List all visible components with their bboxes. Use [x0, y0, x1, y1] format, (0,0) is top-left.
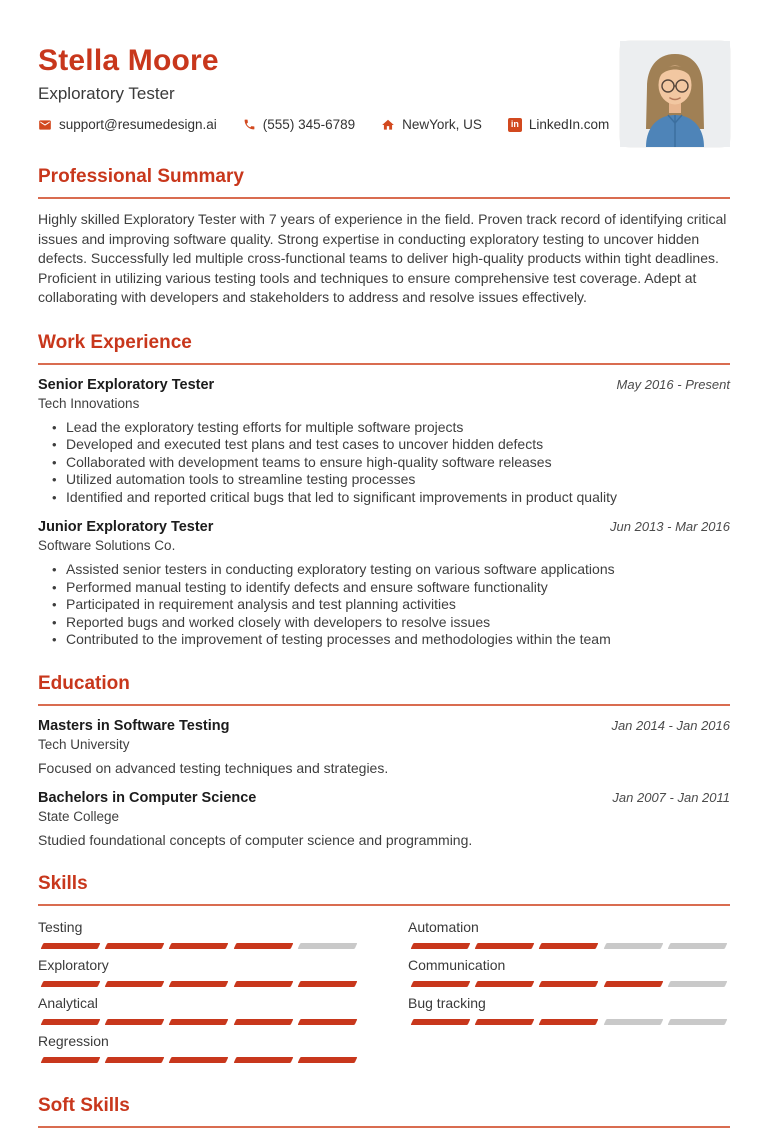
jobs-list [38, 376, 730, 649]
resume-header [38, 45, 730, 132]
job-bullet-list [38, 419, 730, 507]
education-school: State College [38, 808, 120, 824]
job-entry [38, 518, 730, 649]
education-entry [38, 717, 730, 777]
contact-label: support@resumedesign.ai [59, 117, 217, 132]
section-soft-skills [38, 1095, 730, 1128]
skill-bar-segment [475, 1019, 535, 1025]
profile-photo [620, 41, 730, 147]
job-dates: May 2016 - Present [616, 376, 730, 392]
skill-bar-segment [411, 943, 471, 949]
job-company: Software Solutions Co. [38, 538, 176, 554]
education-entry-head [38, 717, 730, 735]
education-degree: Bachelors in Computer Science [38, 789, 257, 806]
email-icon [38, 118, 52, 132]
job-entry [38, 376, 730, 507]
job-bullet-item: • Contributed to the improvement of testing processes and methodologies within the team [52, 631, 730, 649]
skill-bar-segment [41, 1057, 101, 1063]
person-job-title: Exploratory Tester [38, 84, 175, 103]
skill-bar-segment [667, 981, 727, 987]
contact-label: (555) 345-6789 [262, 117, 356, 132]
skill-name: Communication [408, 956, 506, 973]
job-bullet-item: • Participated in requirement analysis and test planning activities [52, 596, 730, 614]
job-entry-head [38, 376, 730, 394]
skill-bar-segment [169, 943, 229, 949]
education-entry [38, 789, 730, 849]
skill-bar-segment [105, 1057, 165, 1063]
skill-bar-segment [603, 1019, 663, 1025]
person-name: Stella Moore [38, 44, 219, 77]
education-dates: Jan 2014 - Jan 2016 [611, 717, 730, 733]
skill-name: Regression [38, 1032, 109, 1049]
education-dates: Jan 2007 - Jan 2011 [612, 789, 730, 805]
job-bullet-item: • Identified and reported critical bugs that led to significant improvements in product quality [52, 489, 730, 507]
skills-grid [38, 919, 730, 1071]
skill-bar-segment [41, 943, 101, 949]
skill-bar-segment [105, 1019, 165, 1025]
skill-name: Exploratory [38, 956, 109, 973]
education-description: Focused on advanced testing techniques and strategies. [38, 759, 389, 776]
job-bullet-item: • Collaborated with development teams to ensure high-quality software releases [52, 454, 730, 472]
skill-bar-segment [105, 943, 165, 949]
skill-bar-segment [233, 943, 293, 949]
section-title-work-experience: Work Experience [38, 332, 730, 365]
education-description: Studied foundational concepts of computer science and programming. [38, 831, 473, 848]
job-bullet-item: • Developed and executed test plans and test cases to uncover hidden defects [52, 436, 730, 454]
skill-row [38, 957, 360, 987]
skill-bar-segment [233, 1019, 293, 1025]
section-title-education: Education [38, 673, 730, 706]
skill-bar-segment [297, 943, 357, 949]
skill-bar-segment [475, 943, 535, 949]
skill-row [408, 957, 730, 987]
skill-bar-segment [411, 1019, 471, 1025]
skill-bar-segment [667, 1019, 727, 1025]
skill-row [38, 995, 360, 1025]
skill-row [38, 1033, 360, 1063]
skill-bar-segment [475, 981, 535, 987]
skill-row [408, 919, 730, 949]
skill-row [408, 995, 730, 1025]
skill-bar-segment [603, 981, 663, 987]
skill-name: Analytical [38, 994, 98, 1011]
skill-name: Bug tracking [408, 994, 486, 1011]
job-dates: Jun 2013 - Mar 2016 [610, 519, 730, 535]
skill-level-bar [38, 981, 360, 987]
skill-bar-segment [603, 943, 663, 949]
profile-photo-illustration [620, 41, 730, 147]
skill-level-bar [38, 943, 360, 949]
skills-column [38, 919, 360, 1071]
skill-bar-segment [169, 1019, 229, 1025]
education-entry-head [38, 789, 730, 807]
skills-column [408, 919, 730, 1071]
skill-bar-segment [233, 1057, 293, 1063]
skill-bar-segment [539, 981, 599, 987]
skill-level-bar [38, 1019, 360, 1025]
skill-bar-segment [297, 1019, 357, 1025]
skill-bar-segment [411, 981, 471, 987]
home-icon [381, 118, 395, 132]
education-list [38, 717, 730, 849]
skill-name: Testing [38, 918, 83, 935]
job-bullet-item: • Lead the exploratory testing efforts for multiple software projects [52, 419, 730, 437]
job-bullet-item: • Utilized automation tools to streamline testing processes [52, 471, 730, 489]
skill-level-bar [408, 1019, 730, 1025]
skill-bar-segment [41, 981, 101, 987]
skill-level-bar [408, 943, 730, 949]
job-bullet-list [38, 561, 730, 649]
skill-row [38, 919, 360, 949]
contact-linkedin[interactable] [508, 117, 609, 132]
skill-bar-segment [539, 943, 599, 949]
contact-email[interactable] [38, 117, 217, 132]
skill-bar-segment [105, 981, 165, 987]
skill-name: Automation [408, 918, 479, 935]
section-education [38, 673, 730, 849]
job-entry-head [38, 518, 730, 536]
education-school: Tech University [38, 736, 130, 752]
skill-level-bar [38, 1057, 360, 1063]
section-title-skills: Skills [38, 873, 730, 906]
section-work-experience [38, 332, 730, 649]
skill-bar-segment [667, 943, 727, 949]
section-professional-summary [38, 166, 730, 308]
skill-level-bar [408, 981, 730, 987]
section-title-professional-summary: Professional Summary [38, 166, 730, 199]
contact-label: LinkedIn.com [528, 117, 610, 132]
job-company: Tech Innovations [38, 395, 140, 411]
skill-bar-segment [169, 981, 229, 987]
skill-bar-segment [297, 1057, 357, 1063]
summary-paragraph: Highly skilled Exploratory Tester with 7 years of experience in the field. Proven track record of identifying critical issues and improving software quality. Strong expertise in conducting exploratory testing to uncover hidden defects. Successfully led multiple cross-functional teams to deliver high-quality products within tight deadlines. Proficient in utilizing various testing tools and techniques to ensure comprehensive test coverage. Adept at collaborating with developers and stakeholders to address and resolve issues effectively. [38, 211, 727, 306]
job-role: Junior Exploratory Tester [38, 519, 214, 536]
section-skills [38, 873, 730, 1071]
job-role: Senior Exploratory Tester [38, 376, 215, 393]
education-degree: Masters in Software Testing [38, 717, 230, 734]
linkedin-icon: in [508, 118, 522, 132]
job-bullet-item: • Assisted senior testers in conducting exploratory testing on various software applications [52, 561, 730, 579]
skill-bar-segment [297, 981, 357, 987]
skill-bar-segment [233, 981, 293, 987]
skill-bar-segment [41, 1019, 101, 1025]
job-bullet-item: • Reported bugs and worked closely with developers to resolve issues [52, 614, 730, 632]
contact-label: NewYork, US [402, 117, 482, 132]
contact-phone[interactable] [243, 117, 355, 132]
skill-bar-segment [169, 1057, 229, 1063]
section-title-soft-skills: Soft Skills [38, 1095, 730, 1128]
skill-bar-segment [539, 1019, 599, 1025]
job-bullet-item: • Performed manual testing to identify defects and ensure software functionality [52, 579, 730, 597]
contact-home [381, 117, 482, 132]
phone-icon [243, 118, 256, 131]
